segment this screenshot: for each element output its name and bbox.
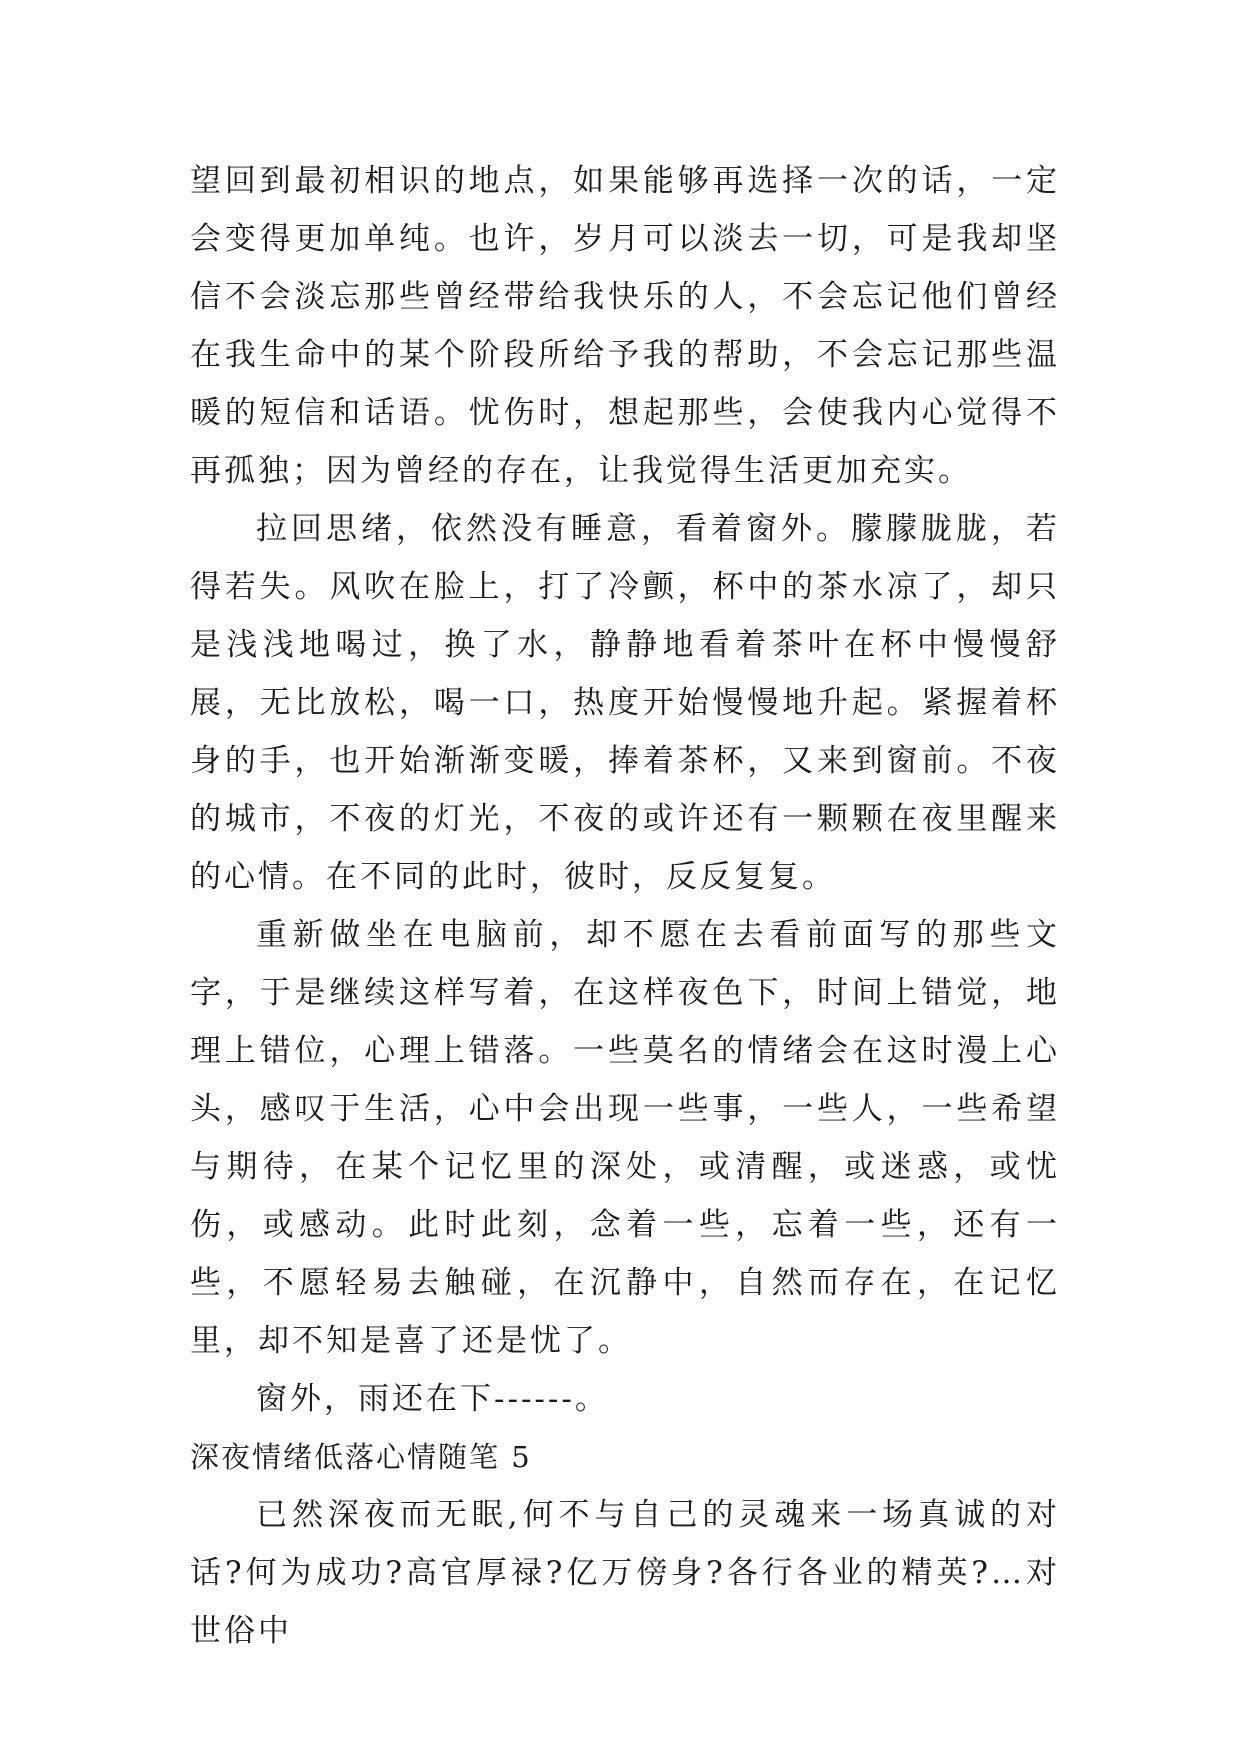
paragraph-continued: 望回到最初相识的地点，如果能够再选择一次的话，一定会变得更加单纯。也许，岁月可以淡去一切，可是我却坚信不会淡忘那些曾经带给我快乐的人，不会忘记他们曾经在我生命中的某个阶段所给予我的帮助，不会忘记那些温暖的短信和话语。忧伤时，想起那些，会使我内心觉得不再孤独；因为曾经的存在，让我觉得生活更加充实。 xyxy=(190,163,1060,489)
paragraph-rain: 窗外，雨还在下------。 xyxy=(256,1381,609,1417)
document-body xyxy=(190,152,1060,1660)
paragraph-dialogue: 已然深夜而无眠,何不与自己的灵魂来一场真诚的对话?何为成功?高官厚禄?亿万傍身?各行各业的精英?…对世俗中 xyxy=(190,1497,1060,1649)
paragraph-computer: 重新做坐在电脑前，却不愿在去看前面写的那些文字，于是继续这样写着，在这样夜色下，时间上错觉，地理上错位，心理上错落。一些莫名的情绪会在这时漫上心头，感叹于生活，心中会出现一些事，一些人，一些希望与期待，在某个记忆里的深处，或清醒，或迷惑，或忧伤，或感动。此时此刻，念着一些，忘着一些，还有一些，不愿轻易去触碰，在沉静中，自然而存在，在记忆里，却不知是喜了还是忧了。 xyxy=(190,917,1060,1359)
paragraph-window: 拉回思绪，依然没有睡意，看着窗外。朦朦胧胧，若得若失。风吹在脸上，打了冷颤，杯中的茶水凉了，却只是浅浅地喝过，换了水，静静地看着茶叶在杯中慢慢舒展，无比放松，喝一口，热度开始慢慢地升起。紧握着杯身的手，也开始渐渐变暖，捧着茶杯，又来到窗前。不夜的城市，不夜的灯光，不夜的或许还有一颗颗在夜里醒来的心情。在不同的此时，彼时，反反复复。 xyxy=(190,511,1060,895)
section-title: 深夜情绪低落心情随笔 5 xyxy=(190,1440,532,1474)
